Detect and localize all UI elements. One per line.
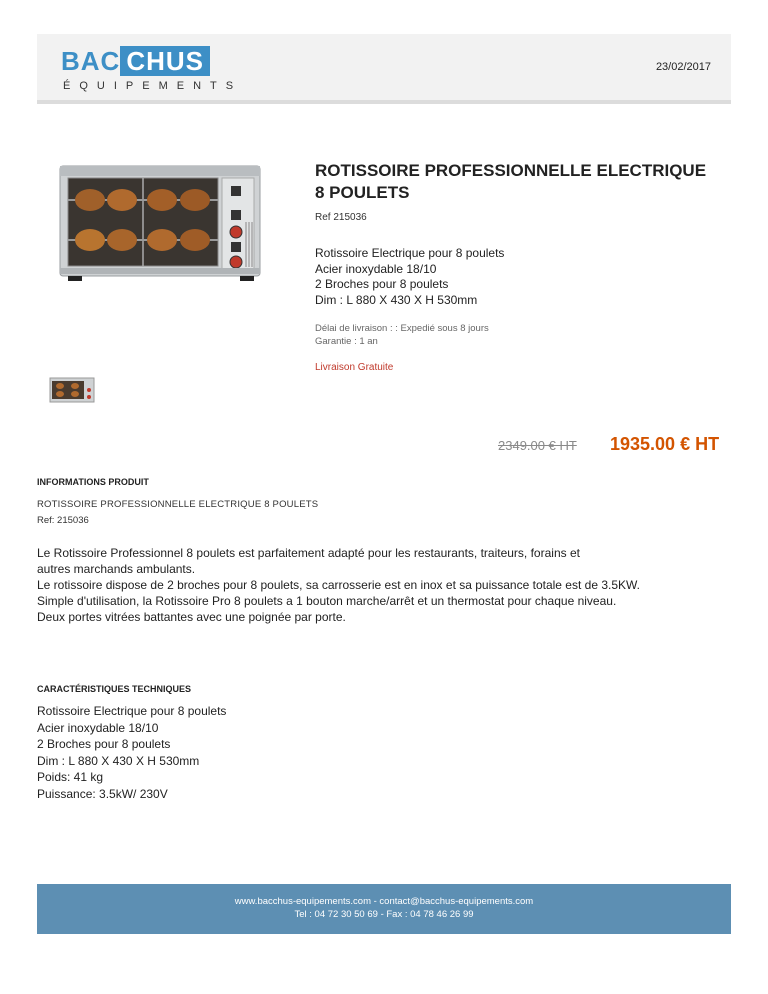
- product-long-description: [37, 545, 727, 625]
- product-short-description: [315, 246, 504, 308]
- tech-spec-item: Acier inoxydable 18/10: [37, 720, 159, 735]
- logo-text-bac: BAC: [61, 45, 121, 76]
- page-footer: [37, 884, 731, 934]
- desc-paragraph-line: Le Rotissoire Professionnel 8 poulets est parfaitement adapté pour les restaurants, traiteurs, forains et: [37, 546, 580, 560]
- tech-spec-item: Puissance: 3.5kW/ 230V: [37, 786, 168, 801]
- rotisserie-illustration: [50, 162, 282, 297]
- info-section-heading: INFORMATIONS PRODUIT: [37, 477, 149, 487]
- product-title: [315, 160, 735, 204]
- tech-spec-item: Dim : L 880 X 430 X H 530mm: [37, 753, 200, 768]
- product-thumbnail[interactable]: [49, 376, 95, 406]
- product-title-line2: 8 POULETS: [315, 183, 410, 202]
- product-title-line1: ROTISSOIRE PROFESSIONNELLE ELECTRIQUE: [315, 161, 707, 180]
- logo-text-chus: CHUS: [120, 46, 210, 76]
- desc-line: 2 Broches pour 8 poulets: [315, 277, 449, 291]
- document-date: 23/02/2017: [655, 61, 711, 73]
- thumbnail-illustration: [49, 376, 95, 406]
- desc-line: Dim : L 880 X 430 X H 530mm: [315, 292, 478, 307]
- info-product-ref: Ref: 215036: [37, 515, 89, 526]
- desc-paragraph-line: Simple d'utilisation, la Rotissoire Pro 8 poulets a 1 bouton marche/arrêt et un thermostat pour chaque niveau.: [37, 594, 617, 608]
- desc-line: Rotissoire Electrique pour 8 poulets: [315, 246, 505, 260]
- desc-paragraph-line: Deux portes vitrées battantes avec une poignée par porte.: [37, 610, 346, 624]
- free-delivery-label: Livraison Gratuite: [315, 362, 394, 373]
- tech-section-heading: CARACTÉRISTIQUES TECHNIQUES: [37, 684, 192, 694]
- desc-paragraph-line: autres marchands ambulants.: [37, 562, 196, 576]
- footer-contact-web-email[interactable]: www.bacchus-equipements.com - contact@bacchus-equipements.com: [234, 896, 534, 907]
- delivery-info: [315, 322, 489, 348]
- tech-spec-list: [37, 703, 226, 802]
- logo-subtitle: ÉQUIPEMENTS: [63, 80, 243, 92]
- info-product-name: ROTISSOIRE PROFESSIONNELLE ELECTRIQUE 8 POULETS: [37, 499, 319, 510]
- tech-spec-item: Poids: 41 kg: [37, 770, 104, 784]
- product-image[interactable]: [50, 162, 282, 297]
- current-price: 1935.00 € HT: [610, 434, 720, 454]
- product-ref: Ref 215036: [315, 212, 367, 223]
- footer-contact-phone: Tel : 04 72 30 50 69 - Fax : 04 78 46 26 99: [294, 909, 474, 920]
- warranty: Garantie : 1 an: [315, 336, 378, 347]
- tech-spec-item: 2 Broches pour 8 poulets: [37, 737, 171, 751]
- old-price: 2349.00 € HT: [498, 438, 577, 453]
- desc-paragraph-line: Le rotissoire dispose de 2 broches pour 8 poulets, sa carrosserie est en inox et sa puissance totale est de 3.5KW.: [37, 578, 641, 592]
- bacchus-logo[interactable]: [61, 46, 261, 96]
- desc-line: Acier inoxydable 18/10: [315, 261, 437, 276]
- page-header: [37, 34, 731, 104]
- tech-spec-item: Rotissoire Electrique pour 8 poulets: [37, 704, 227, 718]
- delivery-time: Délai de livraison : : Expedié sous 8 jours: [315, 323, 489, 334]
